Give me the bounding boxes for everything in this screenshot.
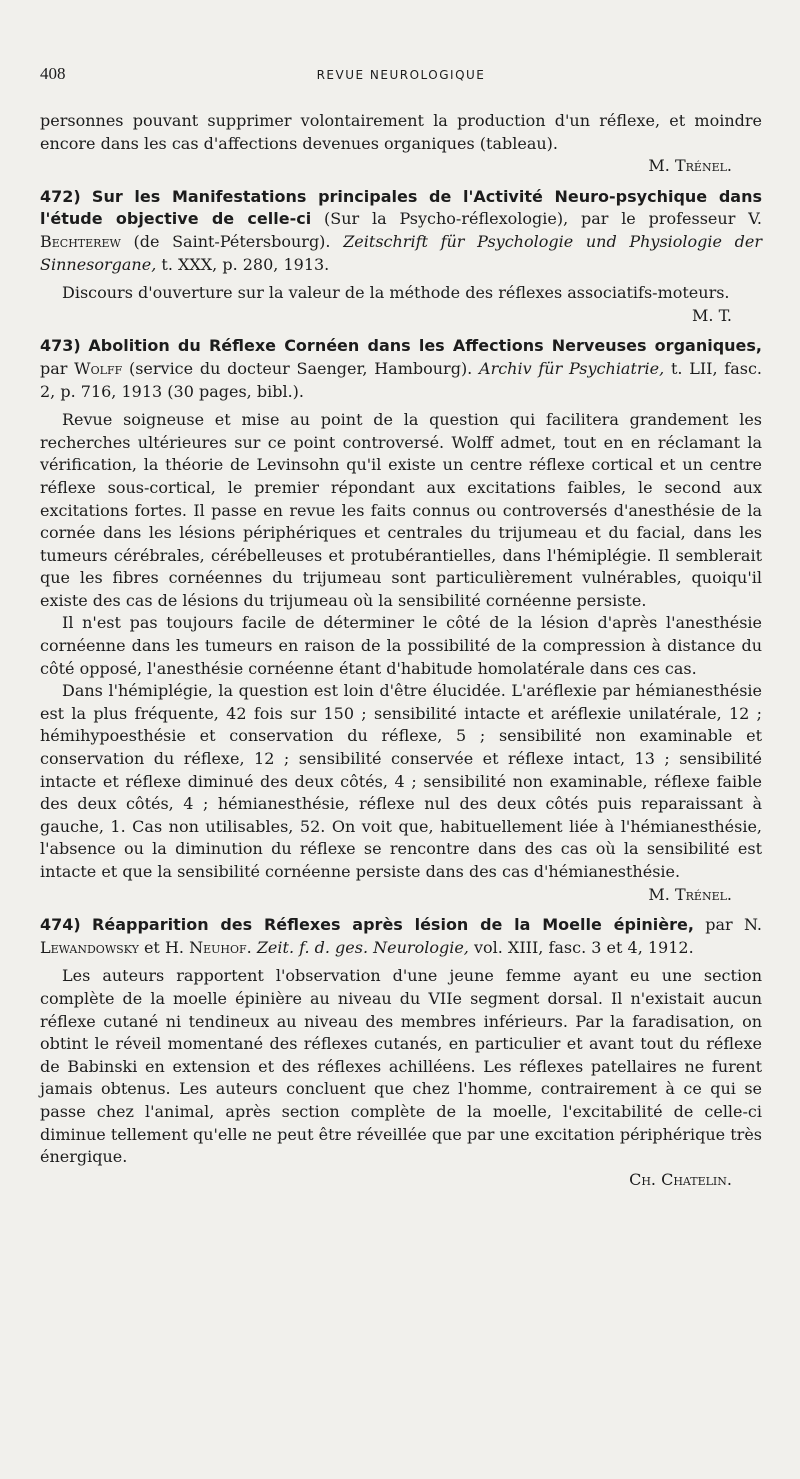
entry-number: 474) xyxy=(40,915,81,935)
abstract-entry-473 xyxy=(40,335,762,906)
entry-title: Sur les Manifestations principales de l'Activité Neuro-psychique dans l'étude objective de celle-ci xyxy=(40,186,762,229)
entry-paragraph: Revue soigneuse et mise au point de la question qui facilitera grandement les recherches ultérieures sur ce point controversé. Wolff admet, tout en en réclamant la vérification, la théorie de Levinsohn qu'il existe un centre réflexe cortical et un centre réflexe sous-cortical, le premier répondant aux excitations faibles, le second aux excitations fortes. Il passe en revue les faits connus ou controversés d'anesthésie de la cornée dans les lésions périphériques et centrales du trijumeau et du facial, dans les tumeurs cérébrales, cérébelleuses et protubérantielles, dans l'hémiplégie. Il semblerait que les fibres cornéennes du trijumeau sont particulièrement vulnérables, quoiqu'il existe des cas de lésions du trijumeau où la sensibilité cornéenne persiste. xyxy=(40,410,762,610)
entry-paragraph: Les auteurs rapportent l'observation d'une jeune femme ayant eu une section complète de la moelle épinière au niveau du VIIe segment dorsal. Il n'existait aucun réflexe cutané ni tendineux au niveau des membres inférieurs. Par la faradisation, on obtint le réveil momentané des réflexes cutanés, en particulier et avant tout du réflexe de Babinski en extension et des réflexes achilléens. Les réflexes patellaires ne furent jamais obtenus. Les auteurs concluent que chez l'homme, contrairement à ce qui se passe chez l'animal, après section complète de la moelle, l'excitabilité de celle-ci diminue tellement qu'elle ne peut être réveillée que par une excitation périphérique très énergique. xyxy=(40,966,762,1167)
entry-author: Lewandowsky xyxy=(40,937,139,957)
entry-signature: M. T. xyxy=(692,305,732,325)
entry-journal: Archiv für Psychiatrie, xyxy=(479,358,665,378)
running-title: REVUE NEUROLOGIQUE xyxy=(316,68,486,82)
entry-title: Abolition du Réflexe Cornéen dans les Affections Nerveuses organiques, xyxy=(88,336,762,356)
abstract-entry-474 xyxy=(40,914,762,1191)
entry-number: 473) xyxy=(40,336,81,356)
entry-ref-post: t. XXX, p. 280, 1913. xyxy=(161,254,330,274)
entry-signature: M. Trénel. xyxy=(648,884,732,904)
continuation-signature: M. Trénel. xyxy=(648,156,732,176)
entry-signature: Ch. Chatelin. xyxy=(629,1169,732,1189)
page-body xyxy=(40,110,762,1191)
entry-ref-pre: par N. xyxy=(705,915,762,935)
entry-paragraph: Dans l'hémiplégie, la question est loin d'être élucidée. L'aréflexie par hémianesthésie est la plus fréquente, 42 fois sur 150 ; sensibilité intacte et aréflexie unilatérale, 12 ; hémihypoesthésie et conservation du réflexe, 5 ; sensibilité non examinable et conservation du réflexe, 12 ; sensibilité conservée et réflexe intact, 13 ; sensibilité intacte et réflexe diminué des deux côtés, 4 ; sensibilité non examinable, réflexe faible des deux côtés, 4 ; hémianesthésie, réflexe nul des deux côtés puis reparaissant à gauche, 1. Cas non utilisables, 52. On voit que, habituellement liée à l'hémianesthésie, l'absence ou la diminution du réflexe se rencontre dans des cas où la sensibilité est intacte et que la sensibilité cornéenne persiste dans des cas d'hémianesthésie. xyxy=(40,681,762,881)
page-header xyxy=(40,64,762,86)
entry-author-2: Neuhof. xyxy=(189,937,252,957)
entry-number: 472) xyxy=(40,186,81,206)
entry-journal: Zeit. f. d. ges. Neurologie, xyxy=(256,937,469,957)
entry-ref-mid: (service du docteur Saenger, Hambourg). xyxy=(128,358,473,378)
entry-ref-post: t. LII, fasc. 2, p. 716, 1913 (30 pages, bibl.). xyxy=(40,358,763,401)
entry-summary: Discours d'ouverture sur la valeur de la méthode des réflexes associatifs-moteurs. xyxy=(62,283,730,303)
entry-ref-mid: (de Saint-Pétersbourg). xyxy=(133,231,331,251)
entry-ref-post: vol. XIII, fasc. 3 et 4, 1912. xyxy=(473,937,694,957)
abstract-entry-472 xyxy=(40,186,762,328)
entry-journal: Zeitschrift für Psychologie und Physiologie der Sinnesorgane, xyxy=(40,231,763,274)
entry-title: Réapparition des Réflexes après lésion de la Moelle épinière, xyxy=(92,915,694,935)
continuation-text: personnes pouvant supprimer volontairement la production d'un réflexe, et moindre encore dans les cas d'affections devenues organiques (tableau). xyxy=(40,111,762,153)
page-number: 408 xyxy=(40,64,66,83)
entry-ref-mid: et H. xyxy=(143,937,184,957)
entry-author: Bechterew xyxy=(40,231,121,251)
entry-paragraph: Il n'est pas toujours facile de déterminer le côté de la lésion d'après l'anesthésie cornéenne dans les tumeurs en raison de la possibilité de la compression à distance du côté opposé, l'anesthésie cornéenne étant d'habitude homolatérale dans ces cas. xyxy=(40,613,762,678)
entry-author: Wolff xyxy=(74,358,123,378)
entry-ref-pre: par xyxy=(40,358,68,378)
entry-ref-pre: (Sur la Psycho-réflexologie), par le professeur V. xyxy=(324,209,762,229)
